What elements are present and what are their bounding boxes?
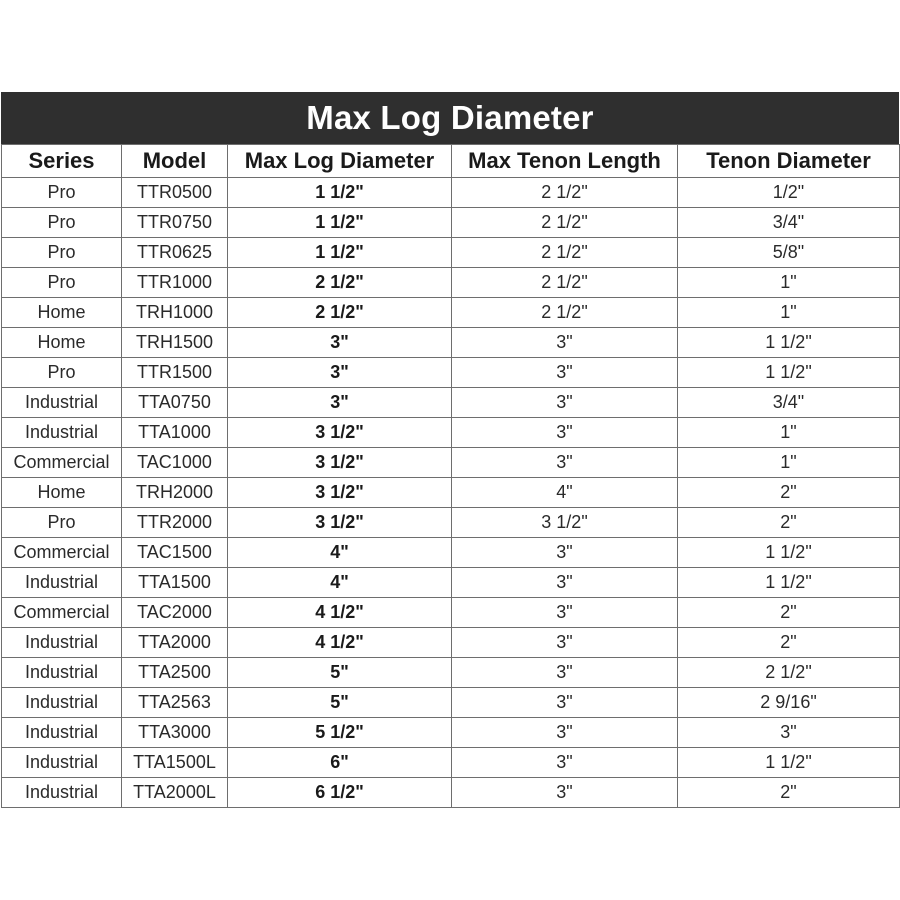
cell-max-tenon-length: 3" [452,718,678,748]
spec-table [1,144,900,808]
cell-max-tenon-length: 3" [452,388,678,418]
cell-max-tenon-length: 2 1/2" [452,298,678,328]
cell-series: Pro [2,508,122,538]
cell-model: TTR0500 [122,178,228,208]
cell-max-log-diameter: 3 1/2" [228,418,452,448]
cell-model: TTA1500 [122,568,228,598]
cell-tenon-diameter: 1 1/2" [678,328,900,358]
cell-tenon-diameter: 1 1/2" [678,568,900,598]
cell-tenon-diameter: 2" [678,598,900,628]
cell-tenon-diameter: 1" [678,418,900,448]
cell-model: TRH2000 [122,478,228,508]
cell-series: Industrial [2,718,122,748]
cell-series: Home [2,328,122,358]
table-row [2,568,900,598]
cell-model: TTA1500L [122,748,228,778]
cell-model: TTA2000L [122,778,228,808]
cell-series: Commercial [2,538,122,568]
cell-model: TTR1000 [122,268,228,298]
cell-max-tenon-length: 3" [452,688,678,718]
cell-series: Industrial [2,568,122,598]
cell-series: Industrial [2,658,122,688]
cell-model: TTR0750 [122,208,228,238]
table-row [2,688,900,718]
cell-max-tenon-length: 4" [452,478,678,508]
cell-model: TTA2563 [122,688,228,718]
cell-max-tenon-length: 3" [452,418,678,448]
header-model: Model [122,145,228,178]
table-body [2,178,900,808]
cell-tenon-diameter: 3/4" [678,208,900,238]
cell-tenon-diameter: 1" [678,298,900,328]
cell-tenon-diameter: 2" [678,478,900,508]
cell-model: TTA2500 [122,658,228,688]
cell-max-tenon-length: 3" [452,778,678,808]
cell-series: Industrial [2,748,122,778]
table-row [2,658,900,688]
cell-max-tenon-length: 3" [452,748,678,778]
table-row [2,178,900,208]
table-row [2,358,900,388]
header-max-tenon-length: Max Tenon Length [452,145,678,178]
header-row [2,145,900,178]
cell-model: TTR0625 [122,238,228,268]
table-row [2,328,900,358]
table-row [2,718,900,748]
cell-max-log-diameter: 4" [228,538,452,568]
cell-max-log-diameter: 4 1/2" [228,628,452,658]
table-row [2,538,900,568]
table-row [2,448,900,478]
cell-model: TAC2000 [122,598,228,628]
cell-model: TTR1500 [122,358,228,388]
table-title: Max Log Diameter [1,92,899,144]
cell-series: Industrial [2,628,122,658]
cell-max-log-diameter: 3 1/2" [228,478,452,508]
header-tenon-diameter: Tenon Diameter [678,145,900,178]
cell-max-log-diameter: 2 1/2" [228,298,452,328]
cell-series: Pro [2,238,122,268]
header-max-log-diameter: Max Log Diameter [228,145,452,178]
table-row [2,298,900,328]
cell-series: Industrial [2,388,122,418]
cell-max-tenon-length: 2 1/2" [452,238,678,268]
cell-model: TRH1500 [122,328,228,358]
cell-tenon-diameter: 2" [678,628,900,658]
table-row [2,268,900,298]
cell-model: TAC1500 [122,538,228,568]
cell-max-log-diameter: 6 1/2" [228,778,452,808]
cell-tenon-diameter: 1" [678,268,900,298]
table-row [2,628,900,658]
cell-tenon-diameter: 2 1/2" [678,658,900,688]
cell-series: Commercial [2,598,122,628]
cell-series: Industrial [2,418,122,448]
spec-table-container [1,92,899,808]
cell-max-log-diameter: 2 1/2" [228,268,452,298]
cell-max-log-diameter: 1 1/2" [228,238,452,268]
cell-tenon-diameter: 5/8" [678,238,900,268]
cell-max-tenon-length: 3" [452,328,678,358]
cell-max-log-diameter: 1 1/2" [228,178,452,208]
cell-max-log-diameter: 6" [228,748,452,778]
cell-series: Home [2,478,122,508]
cell-tenon-diameter: 2" [678,508,900,538]
cell-max-log-diameter: 4 1/2" [228,598,452,628]
cell-max-tenon-length: 3" [452,568,678,598]
table-row [2,748,900,778]
cell-max-log-diameter: 5" [228,688,452,718]
cell-max-tenon-length: 3" [452,448,678,478]
cell-tenon-diameter: 2" [678,778,900,808]
cell-max-tenon-length: 3" [452,538,678,568]
cell-max-log-diameter: 3" [228,388,452,418]
cell-model: TTA2000 [122,628,228,658]
cell-series: Pro [2,358,122,388]
cell-model: TAC1000 [122,448,228,478]
cell-max-tenon-length: 3" [452,658,678,688]
cell-max-tenon-length: 3 1/2" [452,508,678,538]
cell-max-tenon-length: 2 1/2" [452,208,678,238]
cell-max-tenon-length: 3" [452,628,678,658]
table-row [2,418,900,448]
cell-series: Industrial [2,688,122,718]
cell-series: Pro [2,268,122,298]
cell-max-tenon-length: 2 1/2" [452,178,678,208]
cell-max-tenon-length: 2 1/2" [452,268,678,298]
cell-max-tenon-length: 3" [452,358,678,388]
cell-max-log-diameter: 3 1/2" [228,448,452,478]
cell-series: Industrial [2,778,122,808]
cell-max-log-diameter: 5" [228,658,452,688]
table-row [2,208,900,238]
cell-model: TTA3000 [122,718,228,748]
cell-model: TTA1000 [122,418,228,448]
cell-max-log-diameter: 1 1/2" [228,208,452,238]
cell-series: Pro [2,208,122,238]
cell-tenon-diameter: 1 1/2" [678,538,900,568]
cell-series: Pro [2,178,122,208]
cell-max-log-diameter: 3" [228,328,452,358]
cell-tenon-diameter: 1 1/2" [678,358,900,388]
cell-max-log-diameter: 3" [228,358,452,388]
table-row [2,508,900,538]
cell-model: TTA0750 [122,388,228,418]
cell-series: Commercial [2,448,122,478]
table-row [2,388,900,418]
cell-max-tenon-length: 3" [452,598,678,628]
table-row [2,238,900,268]
cell-max-log-diameter: 4" [228,568,452,598]
header-series: Series [2,145,122,178]
cell-tenon-diameter: 3/4" [678,388,900,418]
table-row [2,598,900,628]
cell-series: Home [2,298,122,328]
cell-tenon-diameter: 1 1/2" [678,748,900,778]
cell-model: TRH1000 [122,298,228,328]
cell-model: TTR2000 [122,508,228,538]
cell-max-log-diameter: 5 1/2" [228,718,452,748]
table-row [2,778,900,808]
cell-max-log-diameter: 3 1/2" [228,508,452,538]
cell-tenon-diameter: 2 9/16" [678,688,900,718]
table-row [2,478,900,508]
cell-tenon-diameter: 1" [678,448,900,478]
cell-tenon-diameter: 3" [678,718,900,748]
cell-tenon-diameter: 1/2" [678,178,900,208]
